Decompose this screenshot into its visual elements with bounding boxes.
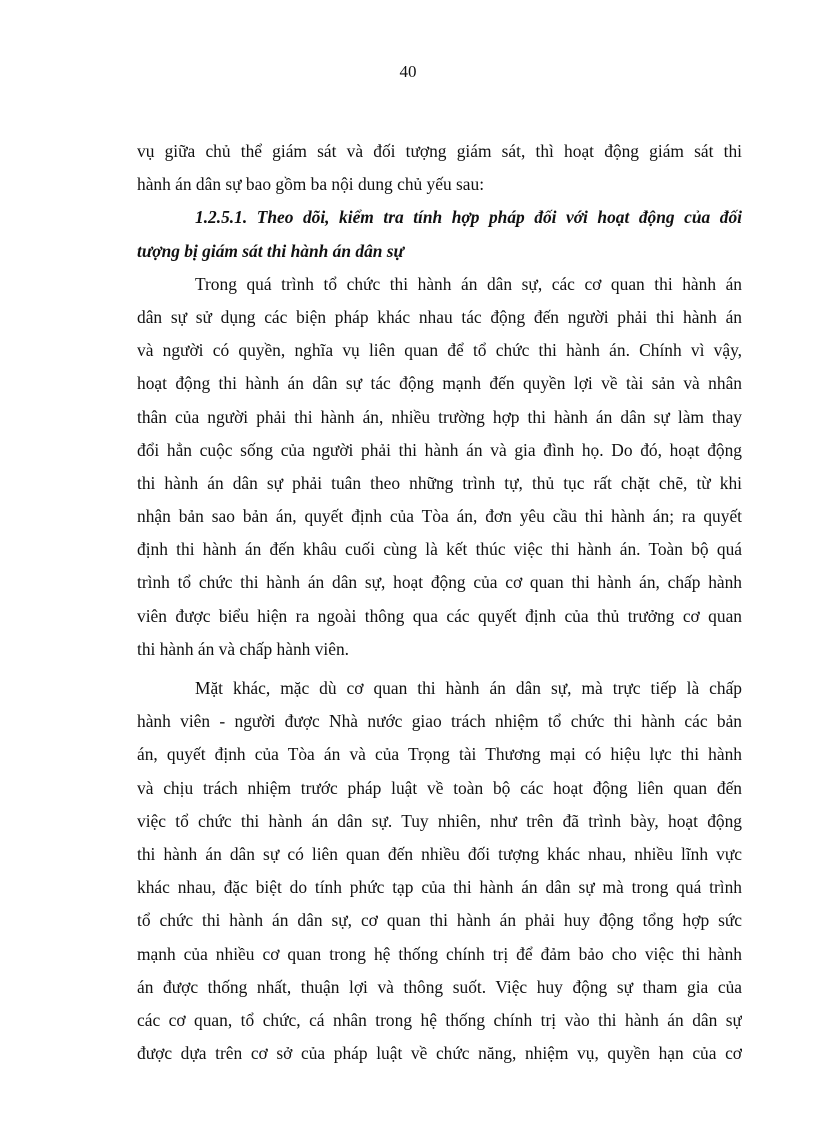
page-number: 40	[399, 62, 417, 81]
text-line: đổi hẳn cuộc sống của người phải thi hành án và gia đình họ. Do đó, hoạt động	[137, 439, 742, 460]
text-line: thi hành án dân sự phải tuân theo những trình tự, thủ tục rất chặt chẽ, từ khi	[137, 472, 742, 493]
text-line: thi hành án dân sự có liên quan đến nhiều đối tượng khác nhau, nhiều lĩnh vực	[137, 843, 742, 864]
paragraph-1	[137, 268, 742, 666]
heading-line: 1.2.5.1. Theo dõi, kiểm tra tính hợp pháp đối với hoạt động của đối	[195, 207, 742, 228]
text-line: khác nhau, đặc biệt do tính phức tạp của thi hành án dân sự mà trong quá trình	[137, 877, 742, 898]
document-body	[137, 135, 742, 1070]
text-line: tổ chức thi hành án dân sự, cơ quan thi hành án phải huy động tổng hợp sức	[137, 910, 742, 931]
text-line: việc tổ chức thi hành án dân sự. Tuy nhiên, như trên đã trình bày, hoạt động	[137, 810, 742, 831]
text-line: án, quyết định của Tòa án và của Trọng tài Thương mại có hiệu lực thi hành	[137, 744, 742, 765]
heading-line: tượng bị giám sát thi hành án dân sự	[137, 240, 404, 261]
text-line: hoạt động thi hành án dân sự tác động mạnh đến quyền lợi về tài sản và nhân	[137, 373, 742, 394]
section-heading	[137, 201, 742, 267]
text-line: mạnh của nhiều cơ quan trong hệ thống chính trị để đảm bảo cho việc thi hành	[137, 943, 742, 964]
text-line: Trong quá trình tổ chức thi hành án dân sự, các cơ quan thi hành án	[195, 273, 742, 294]
intro-paragraph	[137, 135, 742, 201]
text-line: viên được biểu hiện ra ngoài thông qua các quyết định của thủ trưởng cơ quan	[137, 605, 742, 626]
text-line: được dựa trên cơ sở của pháp luật về chức năng, nhiệm vụ, quyền hạn của cơ	[137, 1043, 742, 1064]
text-line: án được thống nhất, thuận lợi và thông suốt. Việc huy động sự tham gia của	[137, 976, 742, 997]
text-line: hành viên - người được Nhà nước giao trách nhiệm tổ chức thi hành các bản	[137, 711, 742, 732]
text-line: hành án dân sự bao gồm ba nội dung chủ yếu sau:	[137, 174, 485, 195]
text-line: định thi hành án đến khâu cuối cùng là kết thúc việc thi hành án. Toàn bộ quá	[137, 539, 742, 560]
text-line: các cơ quan, tổ chức, cá nhân trong hệ thống chính trị vào thi hành án dân sự	[137, 1009, 742, 1030]
paragraph-2	[137, 672, 742, 1070]
text-line: thi hành án và chấp hành viên.	[137, 638, 349, 659]
text-line: trình tổ chức thi hành án dân sự, hoạt động của cơ quan thi hành án, chấp hành	[137, 572, 742, 593]
text-line: vụ giữa chủ thể giám sát và đối tượng giám sát, thì hoạt động giám sát thi	[137, 141, 742, 161]
text-line: thân của người phải thi hành án, nhiều trường hợp thi hành án dân sự làm thay	[137, 406, 742, 427]
text-line: nhận bản sao bản án, quyết định của Tòa án, đơn yêu cầu thi hành án; ra quyết	[137, 506, 742, 527]
text-line: và chịu trách nhiệm trước pháp luật về toàn bộ các hoạt động liên quan đến	[137, 777, 742, 798]
text-line: dân sự sử dụng các biện pháp khác nhau tác động đến người phải thi hành án	[137, 306, 742, 327]
text-line: và người có quyền, nghĩa vụ liên quan để tổ chức thi hành án. Chính vì vậy,	[137, 340, 742, 361]
text-line: Mặt khác, mặc dù cơ quan thi hành án dân sự, mà trực tiếp là chấp	[195, 678, 742, 698]
